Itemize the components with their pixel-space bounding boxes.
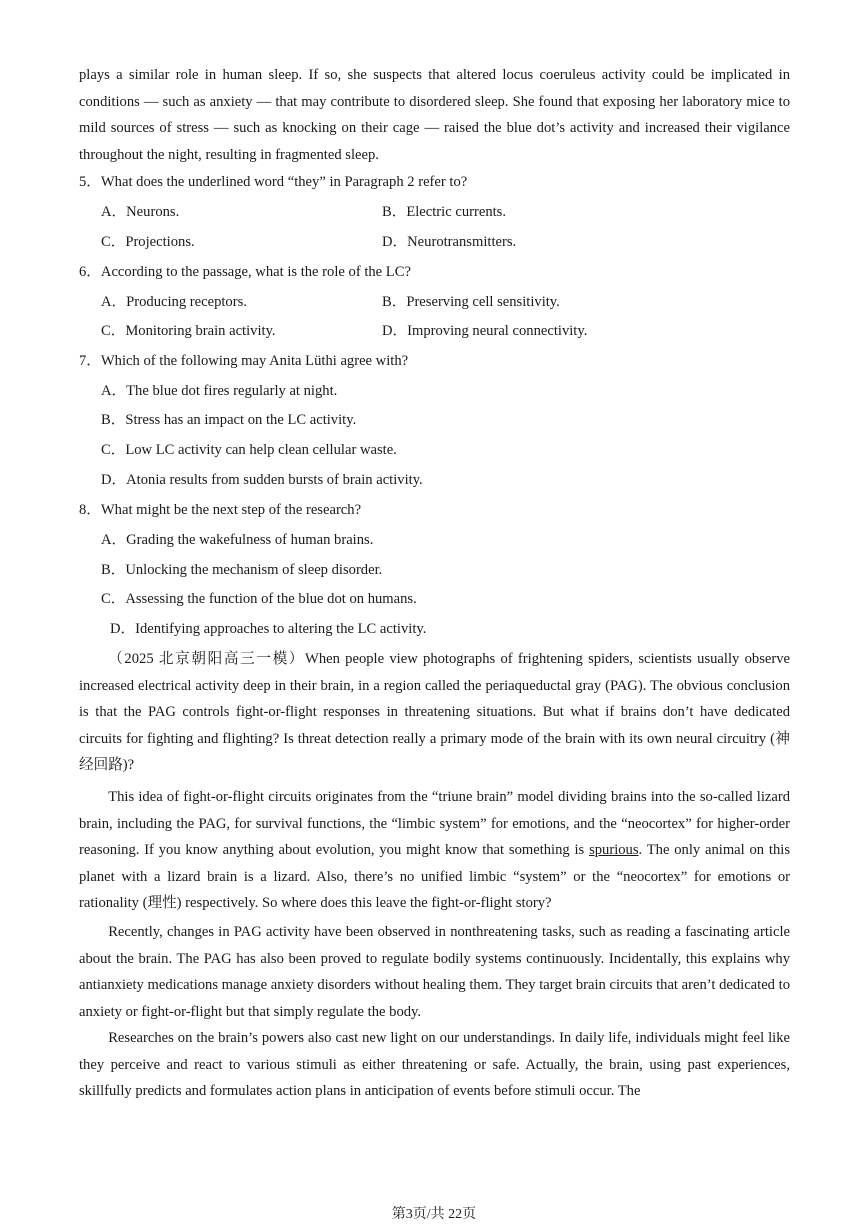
option-text: Monitoring brain activity. [125,323,276,339]
option-text: Identifying approaches to altering the LC activity. [135,621,427,637]
option-text: Projections. [125,234,195,250]
option-letter: C． [101,591,126,607]
option-letter: C． [101,234,126,250]
option-text: Neurons. [126,204,180,220]
question-stem: What does the underlined word “they” in Paragraph 2 refer to? [100,174,468,190]
page-number-footer: 第3页/共 22页 [391,1207,477,1222]
option-letter: A． [101,294,127,310]
option-5c [101,232,195,252]
option-text: Low LC activity can help clean cellular waste. [125,442,397,458]
option-8a [101,530,373,550]
question-number: 7． [79,353,101,369]
passage-paragraph-2 [79,784,790,917]
option-7c [101,440,397,460]
option-text: Stress has an impact on the LC activity. [125,412,357,428]
question-8 [79,500,361,520]
option-letter: C． [101,323,126,339]
option-letter: A． [101,532,127,548]
question-7 [79,351,408,371]
option-text: Neurotransmitters. [407,234,517,250]
option-5d [382,232,516,252]
question-number: 6． [79,264,101,280]
option-letter: D． [101,472,127,488]
option-text: The blue dot fires regularly at night. [126,383,338,399]
option-letter: B． [101,562,126,578]
underlined-word: spurious [589,842,639,858]
option-letter: A． [101,383,127,399]
option-6b [382,292,560,312]
option-8c [101,589,417,609]
option-letter: D． [110,621,136,637]
option-7b [101,410,356,430]
question-stem: What might be the next step of the research? [100,502,362,518]
option-6c [101,321,276,341]
passage-paragraph-2-text-end: . The only animal on this planet with a lizard brain is a lizard. Also, there’s no unified limbic “system” or the “neocortex” for emotions or rationality (理性) respectively. So where does this leave the fight-or-flight story? [79,842,791,911]
question-stem: Which of the following may Anita Lüthi agree with? [100,353,409,369]
option-8d [110,619,426,639]
option-6a [101,292,247,312]
passage-source: （2025 北京朝阳高三一模） [108,651,306,667]
option-letter: B． [101,412,126,428]
option-text: Unlocking the mechanism of sleep disorder. [125,562,383,578]
option-letter: B． [382,294,407,310]
question-number: 8． [79,502,101,518]
passage-paragraph-4: Researches on the brain’s powers also cast new light on our understandings. In daily life, individuals might feel like they perceive and react to various stimuli as either threatening or safe. Actually, the brain, using past experiences, skillfully predicts and formulates action plans in anticipation of events before stimuli occur. The [79,1030,790,1099]
option-text: Grading the wakefulness of human brains. [126,532,374,548]
option-text: Assessing the function of the blue dot on humans. [125,591,417,607]
option-text: Atonia results from sudden bursts of brain activity. [126,472,423,488]
passage-paragraph-1 [79,646,790,779]
question-6 [79,262,411,282]
option-letter: B． [382,204,407,220]
intro-paragraph: plays a similar role in human sleep. If so, she suspects that altered locus coeruleus activity could be implicated in conditions — such as anxiety — that may contribute to disordered sleep. She found that exposing her laboratory mice to mild sources of stress — such as knocking on their cage — raised the blue dot’s activity and increased their vigilance throughout the night, resulting in fragmented sleep. [79,67,790,163]
option-text: Preserving cell sensitivity. [406,294,560,310]
option-text: Improving neural connectivity. [407,323,588,339]
option-letter: D． [382,234,408,250]
option-8b [101,560,382,580]
option-text: Electric currents. [406,204,506,220]
passage-paragraph-3: Recently, changes in PAG activity have been observed in nonthreatening tasks, such as reading a fascinating article about the brain. The PAG has also been proved to regulate bodily systems continuously. Incidentally, this explains why antianxiety medications manage anxiety disorders without healing them. They target brain circuits that aren’t dedicated to anxiety or fight-or-flight but that simply regulate the body. [79,924,790,1020]
option-letter: C． [101,442,126,458]
option-5a [101,202,179,222]
option-letter: D． [382,323,408,339]
question-5 [79,172,467,192]
option-text: Producing receptors. [126,294,247,310]
option-6d [382,321,587,341]
passage-paragraph-1-text: When people view photographs of frightening spiders, scientists usually observe increased electrical activity deep in their brain, in a region called the periaqueductal gray (PAG). The obvious conclusion is that the PAG controls fight-or-flight responses in threatening situations. But what if brains don’t have dedicated circuits for fighting and flighting? Is threat detection really a primary mode of the brain with its own neural circuitry (神经回路)? [79,651,790,773]
passage-paragraph-2-text-start: This idea of fight-or-flight circuits originates from the “triune brain” model dividing brains into the so-called lizard brain, including the PAG, for survival functions, the “limbic system” for emotions, and the “neocortex” for higher-order reasoning. If you know anything about evolution, you might know that something is [79,789,790,858]
option-5b [382,202,506,222]
question-stem: According to the passage, what is the role of the LC? [100,264,411,280]
option-7d [101,470,423,490]
question-number: 5． [79,174,101,190]
option-letter: A． [101,204,127,220]
option-7a [101,381,337,401]
